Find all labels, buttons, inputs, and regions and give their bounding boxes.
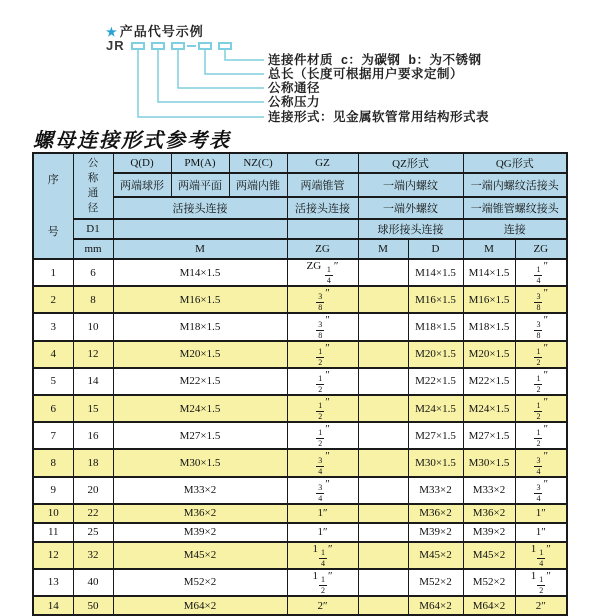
- code-box-1: [131, 42, 145, 50]
- table-row: [33, 395, 567, 422]
- cell-qz-m: [358, 286, 408, 313]
- cell-seq: 3: [33, 313, 73, 340]
- cell-m: M24×1.5: [113, 395, 287, 422]
- cell-dn: 8: [73, 286, 113, 313]
- header-col-qg: QG形式: [463, 153, 567, 173]
- table-row: [33, 542, 567, 569]
- cell-seq: 2: [33, 286, 73, 313]
- cell-qg-m: M45×2: [463, 542, 515, 569]
- header-qg-desc1: 一端内螺纹活接头: [463, 173, 567, 197]
- cell-zg: $\frac{3}{8}$ ″: [287, 286, 358, 313]
- star-icon: ★: [106, 25, 118, 39]
- cell-seq: 9: [33, 477, 73, 504]
- table-header: [33, 153, 567, 259]
- header-qz-desc2: 一端外螺纹: [358, 197, 463, 219]
- header-col-qz: QZ形式: [358, 153, 463, 173]
- cell-seq: 8: [33, 449, 73, 476]
- cell-qz-m: [358, 341, 408, 368]
- cell-qz-m: [358, 259, 408, 286]
- header-col-pm: PM(A): [171, 153, 229, 173]
- cell-dn: 16: [73, 422, 113, 449]
- cell-qg-zg: $\frac{1}{2}$ ″: [515, 341, 567, 368]
- cell-m: M33×2: [113, 477, 287, 504]
- cell-seq: 5: [33, 368, 73, 395]
- header-qz-m: M: [358, 239, 408, 259]
- cell-dn: 15: [73, 395, 113, 422]
- cell-qz-d: M14×1.5: [408, 259, 463, 286]
- header-col-nz: NZ(C): [229, 153, 287, 173]
- cell-seq: 4: [33, 341, 73, 368]
- cell-zg: $\frac{3}{8}$ ″: [287, 313, 358, 340]
- cell-seq: 11: [33, 523, 73, 542]
- cell-qz-d: M64×2: [408, 596, 463, 615]
- cell-m: M16×1.5: [113, 286, 287, 313]
- cell-qz-d: M22×1.5: [408, 368, 463, 395]
- cell-qz-m: [358, 422, 408, 449]
- cell-qz-d: M30×1.5: [408, 449, 463, 476]
- cell-m: M64×2: [113, 596, 287, 615]
- label-total-length: 总长（长度可根据用户要求定制）: [268, 67, 464, 81]
- product-code-prefix: JR: [106, 38, 125, 53]
- cell-qz-m: [358, 368, 408, 395]
- cell-qg-m: M30×1.5: [463, 449, 515, 476]
- cell-qg-m: M64×2: [463, 596, 515, 615]
- header-m: M: [113, 239, 287, 259]
- header-q-desc: 两端球形: [113, 173, 171, 197]
- cell-qg-m: M16×1.5: [463, 286, 515, 313]
- cell-dn: 10: [73, 313, 113, 340]
- cell-qg-m: M24×1.5: [463, 395, 515, 422]
- header-qg-m: M: [463, 239, 515, 259]
- cell-qz-d: M52×2: [408, 569, 463, 596]
- cell-qg-zg: 1″: [515, 523, 567, 542]
- cell-seq: 12: [33, 542, 73, 569]
- cell-qg-m: M52×2: [463, 569, 515, 596]
- cell-zg: 1″: [287, 523, 358, 542]
- cell-seq: 1: [33, 259, 73, 286]
- cell-dn: 12: [73, 341, 113, 368]
- cell-zg: $\frac{1}{2}$ ″: [287, 368, 358, 395]
- table-row: [33, 596, 567, 615]
- header-qz-conn: 球形接头连接: [358, 219, 463, 238]
- cell-qg-zg: 1 $\frac{1}{4}$ ″: [515, 542, 567, 569]
- header-qg-zg: ZG: [515, 239, 567, 259]
- table-row: [33, 368, 567, 395]
- header-empty-m: [113, 219, 287, 238]
- cell-qz-m: [358, 569, 408, 596]
- header-col-gz: GZ: [287, 153, 358, 173]
- cell-qg-zg: $\frac{1}{2}$ ″: [515, 395, 567, 422]
- cell-m: M52×2: [113, 569, 287, 596]
- table-row: [33, 569, 567, 596]
- header-union-conn: 活接头连接: [113, 197, 287, 219]
- cell-seq: 7: [33, 422, 73, 449]
- cell-qg-m: M33×2: [463, 477, 515, 504]
- cell-zg: 1 $\frac{1}{4}$ ″: [287, 542, 358, 569]
- code-box-5: [218, 42, 232, 50]
- table-body: [33, 259, 567, 615]
- header-mm: mm: [73, 239, 113, 259]
- cell-qg-m: M39×2: [463, 523, 515, 542]
- label-material: 连接件材质 c：为碳钢 b：为不锈钢: [268, 53, 482, 67]
- cell-qg-m: M18×1.5: [463, 313, 515, 340]
- header-gz-conn: 活接头连接: [287, 197, 358, 219]
- cell-qg-m: M22×1.5: [463, 368, 515, 395]
- header-empty-gz: [287, 219, 358, 238]
- header-pm-desc: 两端平面: [171, 173, 229, 197]
- cell-qz-m: [358, 542, 408, 569]
- cell-qg-zg: $\frac{3}{8}$ ″: [515, 286, 567, 313]
- cell-m: M27×1.5: [113, 422, 287, 449]
- cell-dn: 50: [73, 596, 113, 615]
- cell-qz-d: M36×2: [408, 504, 463, 523]
- label-nominal-bore: 公称通径: [268, 81, 321, 95]
- cell-m: M45×2: [113, 542, 287, 569]
- cell-dn: 20: [73, 477, 113, 504]
- code-box-3: [171, 42, 185, 50]
- table-row: [33, 422, 567, 449]
- cell-zg: 2″: [287, 596, 358, 615]
- cell-qg-m: M27×1.5: [463, 422, 515, 449]
- header-qz-d: D: [408, 239, 463, 259]
- table-row: [33, 504, 567, 523]
- cell-qz-d: M18×1.5: [408, 313, 463, 340]
- cell-zg: $\frac{1}{2}$ ″: [287, 341, 358, 368]
- table-row: [33, 523, 567, 542]
- cell-m: M39×2: [113, 523, 287, 542]
- cell-seq: 14: [33, 596, 73, 615]
- table-row: [33, 477, 567, 504]
- cell-qg-zg: $\frac{1}{4}$ ″: [515, 259, 567, 286]
- cell-zg: 1″: [287, 504, 358, 523]
- cell-qg-zg: $\frac{3}{4}$ ″: [515, 477, 567, 504]
- cell-qg-m: M20×1.5: [463, 341, 515, 368]
- cell-seq: 6: [33, 395, 73, 422]
- cell-dn: 40: [73, 569, 113, 596]
- cell-seq: 10: [33, 504, 73, 523]
- header-dn: 公称通径: [73, 153, 113, 219]
- cell-dn: 22: [73, 504, 113, 523]
- header-zg: ZG: [287, 239, 358, 259]
- header-seq: 序号: [33, 153, 73, 259]
- cell-seq: 13: [33, 569, 73, 596]
- header-qz-desc1: 一端内螺纹: [358, 173, 463, 197]
- cell-qz-m: [358, 596, 408, 615]
- cell-qg-m: M14×1.5: [463, 259, 515, 286]
- cell-qz-d: M45×2: [408, 542, 463, 569]
- cell-m: M22×1.5: [113, 368, 287, 395]
- cell-qg-zg: $\frac{3}{8}$ ″: [515, 313, 567, 340]
- cell-qg-zg: 1″: [515, 504, 567, 523]
- header-qg-desc2: 一端锥管螺纹接头: [463, 197, 567, 219]
- cell-qg-zg: 2″: [515, 596, 567, 615]
- label-nominal-press: 公称压力: [268, 95, 321, 109]
- cell-dn: 25: [73, 523, 113, 542]
- cell-zg: $\frac{1}{2}$ ″: [287, 395, 358, 422]
- header-col-q: Q(D): [113, 153, 171, 173]
- cell-qz-m: [358, 504, 408, 523]
- cell-qg-zg: $\frac{3}{4}$ ″: [515, 449, 567, 476]
- cell-zg: 1 $\frac{1}{2}$ ″: [287, 569, 358, 596]
- cell-zg: $\frac{3}{4}$ ″: [287, 477, 358, 504]
- cell-m: M30×1.5: [113, 449, 287, 476]
- cell-dn: 18: [73, 449, 113, 476]
- cell-qg-zg: $\frac{1}{2}$ ″: [515, 368, 567, 395]
- cell-qg-m: M36×2: [463, 504, 515, 523]
- cell-qz-m: [358, 395, 408, 422]
- cell-dn: 6: [73, 259, 113, 286]
- cell-qz-d: M16×1.5: [408, 286, 463, 313]
- cell-dn: 14: [73, 368, 113, 395]
- cell-qg-zg: $\frac{1}{2}$ ″: [515, 422, 567, 449]
- cell-m: M36×2: [113, 504, 287, 523]
- cell-qz-d: M27×1.5: [408, 422, 463, 449]
- cell-qz-d: M39×2: [408, 523, 463, 542]
- table-row: [33, 286, 567, 313]
- header-d1: D1: [73, 219, 113, 238]
- cell-qg-zg: 1 $\frac{1}{2}$ ″: [515, 569, 567, 596]
- table-row: [33, 259, 567, 286]
- cell-dn: 32: [73, 542, 113, 569]
- header-nz-desc: 两端内锥: [229, 173, 287, 197]
- diagram-title-text: 产品代号示例: [119, 24, 204, 39]
- cell-qz-m: [358, 313, 408, 340]
- table-title: 螺母连接形式参考表: [33, 128, 231, 152]
- cell-zg: $\frac{3}{4}$ ″: [287, 449, 358, 476]
- header-qg-conn: 连接: [463, 219, 567, 238]
- header-gz-desc: 两端锥管: [287, 173, 358, 197]
- cell-qz-m: [358, 449, 408, 476]
- cell-m: M18×1.5: [113, 313, 287, 340]
- code-box-4: [198, 42, 212, 50]
- code-box-2: [151, 42, 165, 50]
- cell-m: M20×1.5: [113, 341, 287, 368]
- cell-m: M14×1.5: [113, 259, 287, 286]
- cell-qz-m: [358, 477, 408, 504]
- cell-qz-d: M20×1.5: [408, 341, 463, 368]
- reference-table: [32, 152, 568, 616]
- cell-qz-d: M33×2: [408, 477, 463, 504]
- table-row: [33, 341, 567, 368]
- table-row: [33, 313, 567, 340]
- label-connect-form: 连接形式：见金属软管常用结构形式表: [268, 110, 490, 124]
- cell-qz-m: [358, 523, 408, 542]
- cell-zg: $\frac{1}{2}$ ″: [287, 422, 358, 449]
- code-dash: [187, 45, 196, 47]
- cell-zg: ZG $\frac{1}{4}$ ″: [287, 259, 358, 286]
- table-row: [33, 449, 567, 476]
- cell-qz-d: M24×1.5: [408, 395, 463, 422]
